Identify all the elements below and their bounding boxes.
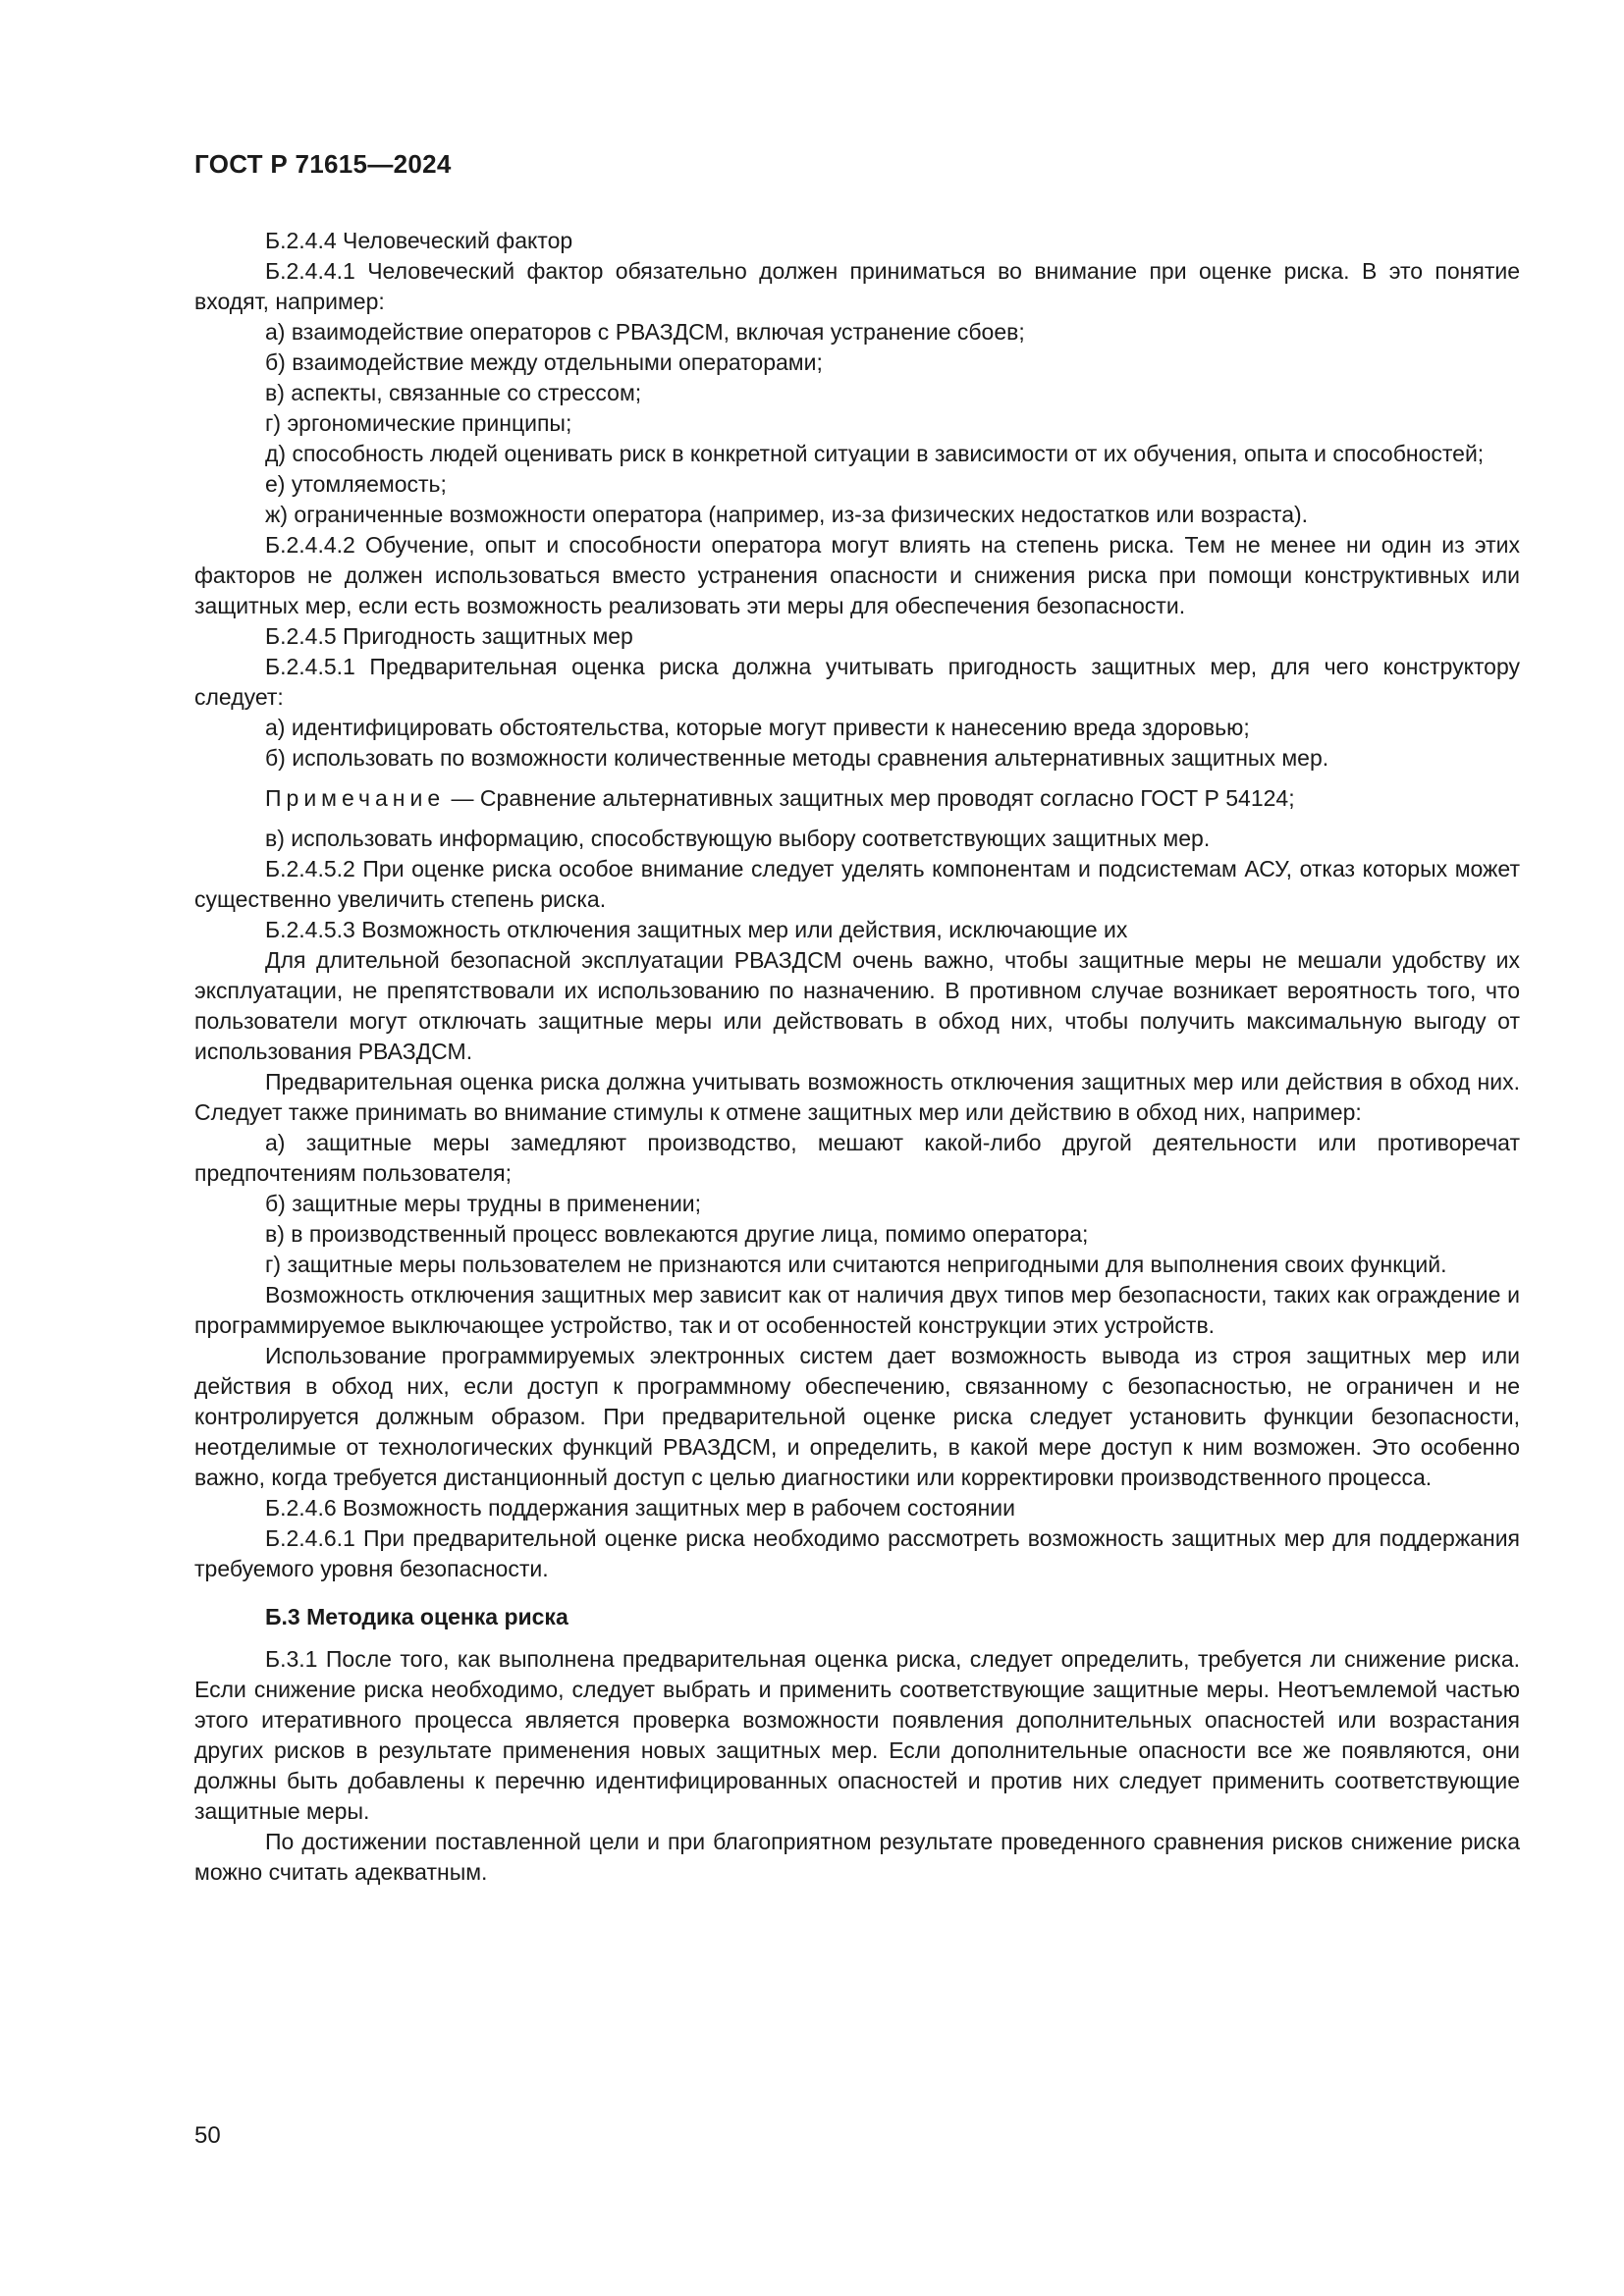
list-item: а) идентифицировать обстоятельства, которые могут привести к нанесению вреда здоровью; [265,715,1250,740]
subsection-title: Б.2.4.5.3 Возможность отключения защитных мер или действия, исключающие их [265,917,1128,942]
list-item: е) утомляемость; [265,471,447,497]
list-item: в) аспекты, связанные со стрессом; [265,380,642,405]
document-body [194,226,1520,1888]
paragraph: Б.2.4.5.1 Предварительная оценка риска должна учитывать пригодность защитных мер, для чего конструктору следует: [194,654,1520,710]
list-item: д) способность людей оценивать риск в конкретной ситуации в зависимости от их обучения, опыта и способностей; [265,441,1485,466]
paragraph: По достижении поставленной цели и при благоприятном результате проведенного сравнения рисков снижение риска можно считать адекватным. [194,1829,1520,1885]
paragraph: Б.2.4.5.2 При оценке риска особое внимание следует уделять компонентам и подсистемам АСУ, отказ которых может существенно увеличить степень риска. [194,856,1520,912]
list-item: а) защитные меры замедляют производство, мешают какой-либо другой деятельности или противоречат предпочтениям пользователя; [194,1130,1520,1186]
paragraph: Использование программируемых электронных систем дает возможность вывода из строя защитных мер или действия в обход них, если доступ к программному обеспечению, связанному с безопасностью, не ограничен и не контролируется должным образом. При предварительной оценке риска следует установить функции безопасности, неотделимые от технологических функций РВАЗДСМ, и определить, в какой мере доступ к ним возможен. Это особенно важно, когда требуется дистанционный доступ с целью диагностики или корректировки производственного процесса. [194,1343,1520,1490]
list-item: а) взаимодействие операторов с РВАЗДСМ, включая устранение сбоев; [265,319,1025,345]
list-item: б) использовать по возможности количественные методы сравнения альтернативных защитных мер. [265,745,1329,771]
list-item: б) взаимодействие между отдельными операторами; [265,349,823,375]
paragraph: Возможность отключения защитных мер зависит как от наличия двух типов мер безопасности, таких как ограждение и программируемое выключающее устройство, так и от особенностей конструкции этих устройств. [194,1282,1520,1338]
list-item: г) эргономические принципы; [265,410,572,436]
note-text: — Сравнение альтернативных защитных мер проводят согласно ГОСТ Р 54124; [445,785,1295,811]
list-item: б) защитные меры трудны в применении; [265,1191,702,1216]
paragraph: Предварительная оценка риска должна учитывать возможность отключения защитных мер или действия в обход них. Следует также принимать во внимание стимулы к отмене защитных мер или действию в обход них, например: [194,1069,1520,1125]
list-item: в) в производственный процесс вовлекаются другие лица, помимо оператора; [265,1221,1089,1247]
document-header: ГОСТ Р 71615—2024 [194,149,452,179]
subsection-title: Б.2.4.4 Человеческий фактор [265,228,573,253]
paragraph: Б.2.4.4.2 Обучение, опыт и способности оператора могут влиять на степень риска. Тем не менее ни один из этих факторов не должен использоваться вместо устранения опасности и снижения риска при помощи конструктивных или защитных мер, если есть возможность реализовать эти меры для обеспечения безопасности. [194,532,1520,618]
note [194,783,1520,814]
list-item: ж) ограниченные возможности оператора (например, из-за физических недостатков или возраста). [265,502,1309,527]
list-item: г) защитные меры пользователем не признаются или считаются непригодными для выполнения своих функций. [265,1252,1447,1277]
subsection-title: Б.2.4.5 Пригодность защитных мер [265,623,633,649]
list-item: в) использовать информацию, способствующую выбору соответствующих защитных мер. [265,826,1211,851]
note-label: Примечание [265,785,446,811]
page-number: 50 [194,2122,221,2149]
section-heading: Б.3 Методика оценка риска [265,1604,568,1629]
paragraph: Б.2.4.6.1 При предварительной оценке риска необходимо рассмотреть возможность защитных мер для поддержания требуемого уровня безопасности. [194,1525,1520,1581]
paragraph: Б.2.4.4.1 Человеческий фактор обязательно должен приниматься во внимание при оценке риска. В это понятие входят, например: [194,258,1520,314]
subsection-title: Б.2.4.6 Возможность поддержания защитных мер в рабочем состоянии [265,1495,1015,1521]
paragraph: Б.3.1 После того, как выполнена предварительная оценка риска, следует определить, требуется ли снижение риска. Если снижение риска необходимо, следует выбрать и применить соответствующие защитные меры. Неотъемлемой частью этого итеративного процесса является проверка возможности появления дополнительных опасностей или возрастания других рисков в результате применения новых защитных мер. Если дополнительные опасности все же появляются, они должны быть добавлены к перечню идентифицированных опасностей и против них следует применить соответствующие защитные меры. [194,1646,1520,1824]
paragraph: Для длительной безопасной эксплуатации РВАЗДСМ очень важно, чтобы защитные меры не мешали удобству их эксплуатации, не препятствовали их использованию по назначению. В противном случае возникает вероятность того, что пользователи могут отключать защитные меры или действовать в обход них, чтобы получить максимальную выгоду от использования РВАЗДСМ. [194,947,1520,1064]
